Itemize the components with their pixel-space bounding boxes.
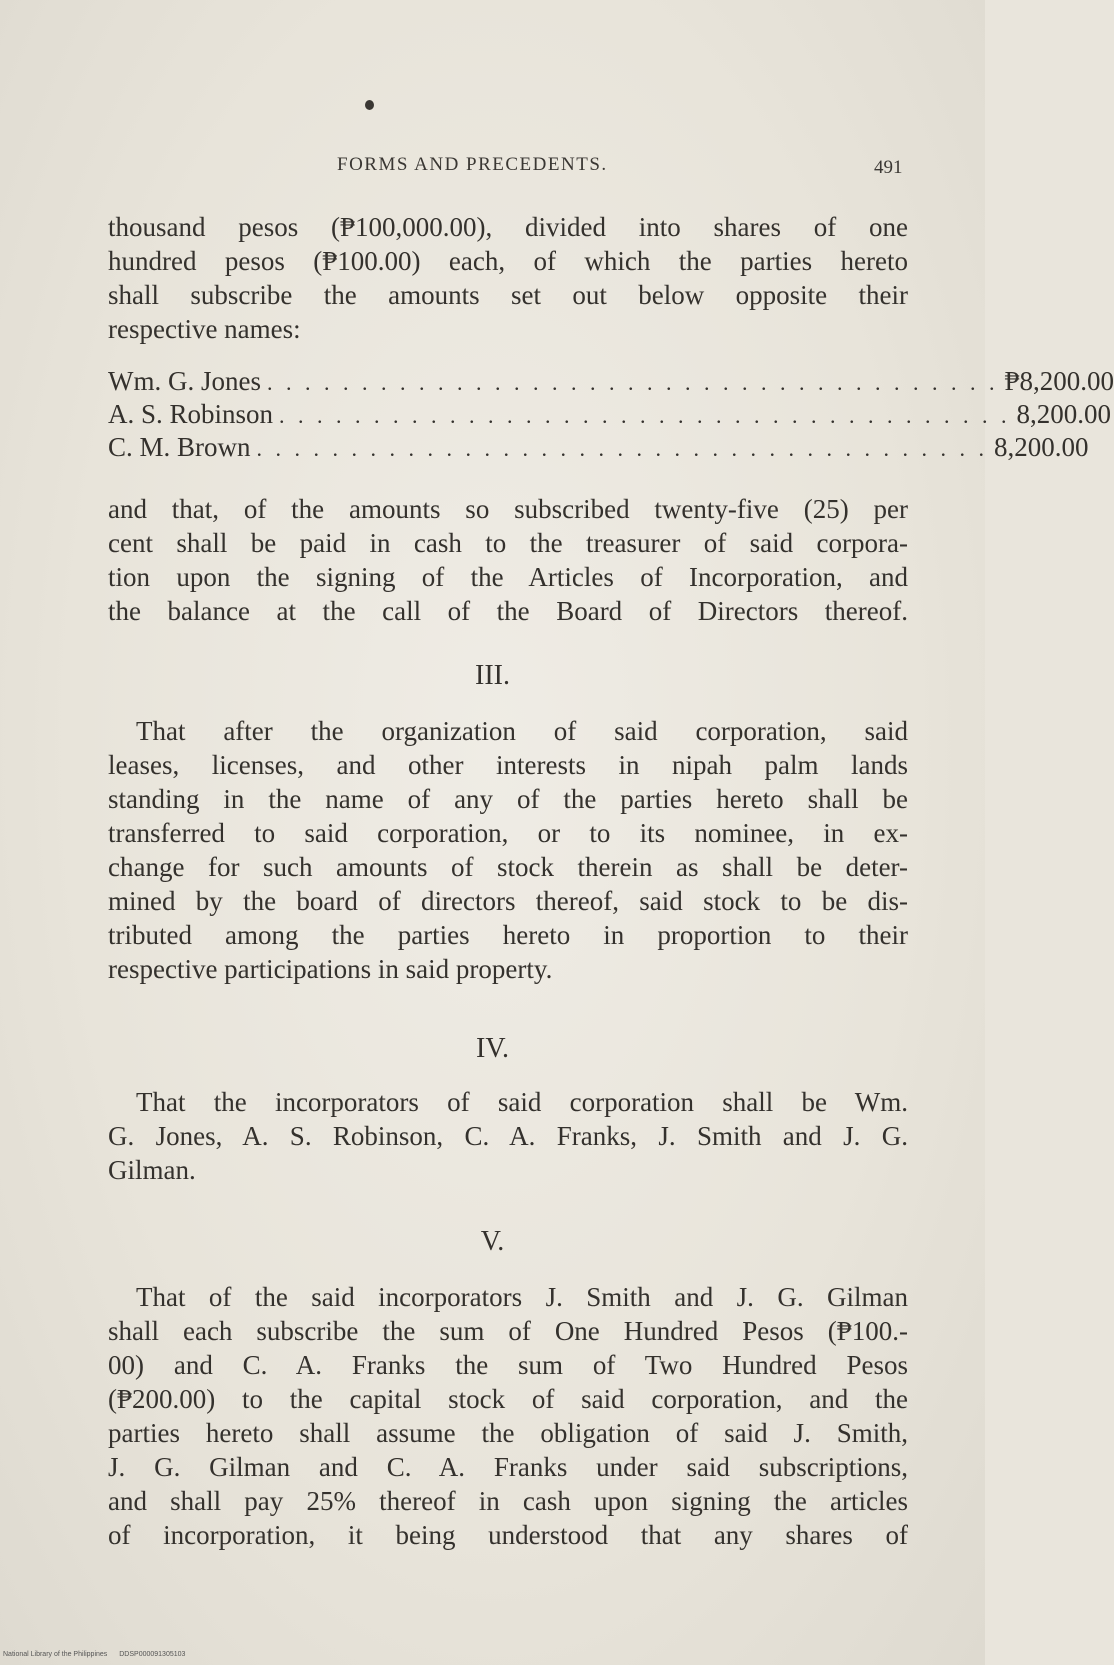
dot-leader: . . . . . . . . . . . . . . . . . . . . . . . . . . . . . . . . . . . . . . . [256, 436, 989, 461]
subscription-amount: ₱8,200.00 [1004, 366, 1114, 396]
text-line: J. G. Gilman and C. A. Franks under said subscriptions, [108, 1452, 908, 1482]
subscriber-name: C. M. Brown [108, 432, 251, 462]
ink-blot [365, 100, 374, 110]
text-line: parties hereto shall assume the obligation of said J. Smith, [108, 1418, 908, 1448]
dot-leader: . . . . . . . . . . . . . . . . . . . . . . . . . . . . . . . . . . . . . . . [266, 370, 999, 395]
subscription-row [108, 365, 1114, 398]
text-line: G. Jones, A. S. Robinson, C. A. Franks, J. Smith and J. G. [108, 1121, 908, 1151]
subscriber-name: Wm. G. Jones [108, 366, 261, 396]
text-line: transferred to said corporation, or to its nominee, in ex- [108, 818, 908, 848]
text-line: thousand pesos (₱100,000.00), divided into shares of one [108, 212, 908, 242]
text-line: Gilman. [108, 1155, 196, 1185]
dot-leader: . . . . . . . . . . . . . . . . . . . . . . . . . . . . . . . . . . . . . . . [279, 403, 1011, 428]
paragraph-payment-terms [108, 492, 908, 628]
page-number: 491 [874, 157, 903, 178]
text-line: and that, of the amounts so subscribed twenty-five (25) per [108, 494, 908, 524]
subscription-list [108, 365, 1114, 464]
paragraph-section-v [108, 1280, 908, 1552]
running-head-title: FORMS AND PRECEDENTS. [337, 154, 608, 175]
subscription-amount: 8,200.00 [994, 432, 1089, 462]
paragraph-section-iii [108, 714, 908, 986]
paragraph-section-iv [108, 1085, 908, 1187]
subscription-amount: 8,200.00 [1016, 399, 1112, 429]
text-line: That of the said incorporators J. Smith and J. G. Gilman [136, 1282, 908, 1312]
scan-code: DDSP000091305103 [119, 1651, 186, 1658]
text-line: tributed among the parties hereto in proportion to their [108, 920, 908, 950]
section-heading-iv: IV. [476, 1033, 509, 1064]
text-line: cent shall be paid in cash to the treasurer of said corpora- [108, 528, 908, 558]
text-line: the balance at the call of the Board of Directors thereof. [108, 596, 908, 626]
text-line: 00) and C. A. Franks the sum of Two Hundred Pesos [108, 1350, 908, 1380]
text-line: and shall pay 25% thereof in cash upon signing the articles [108, 1486, 908, 1516]
section-heading-iii: III. [475, 660, 510, 691]
text-line: shall subscribe the amounts set out below opposite their [108, 280, 908, 310]
text-line: standing in the name of any of the parties hereto shall be [108, 784, 908, 814]
text-line: mined by the board of directors thereof, said stock to be dis- [108, 886, 908, 916]
subscription-row [108, 431, 1089, 464]
text-line: respective participations in said property. [108, 954, 553, 984]
text-line: of incorporation, it being understood that any shares of [108, 1520, 908, 1550]
text-line: (₱200.00) to the capital stock of said corporation, and the [108, 1384, 908, 1414]
section-heading-v: V. [480, 1226, 505, 1257]
text-line: change for such amounts of stock therein as shall be deter- [108, 852, 908, 882]
text-line: leases, licenses, and other interests in nipah palm lands [108, 750, 908, 780]
running-head [0, 154, 985, 184]
library-credit: National Library of the Philippines [3, 1651, 108, 1658]
subscriber-name: A. S. Robinson [108, 399, 274, 429]
text-line: That after the organization of said corporation, said [136, 716, 908, 746]
text-line: respective names: [108, 314, 301, 344]
subscription-row [108, 398, 1112, 431]
text-line: shall each subscribe the sum of One Hundred Pesos (₱100.- [108, 1316, 908, 1346]
scan-footer [3, 1651, 195, 1658]
text-line: That the incorporators of said corporation shall be Wm. [136, 1087, 908, 1117]
paragraph-capital-stock [108, 210, 908, 346]
text-line: tion upon the signing of the Articles of Incorporation, and [108, 562, 908, 592]
text-line: hundred pesos (₱100.00) each, of which the parties hereto [108, 246, 908, 276]
